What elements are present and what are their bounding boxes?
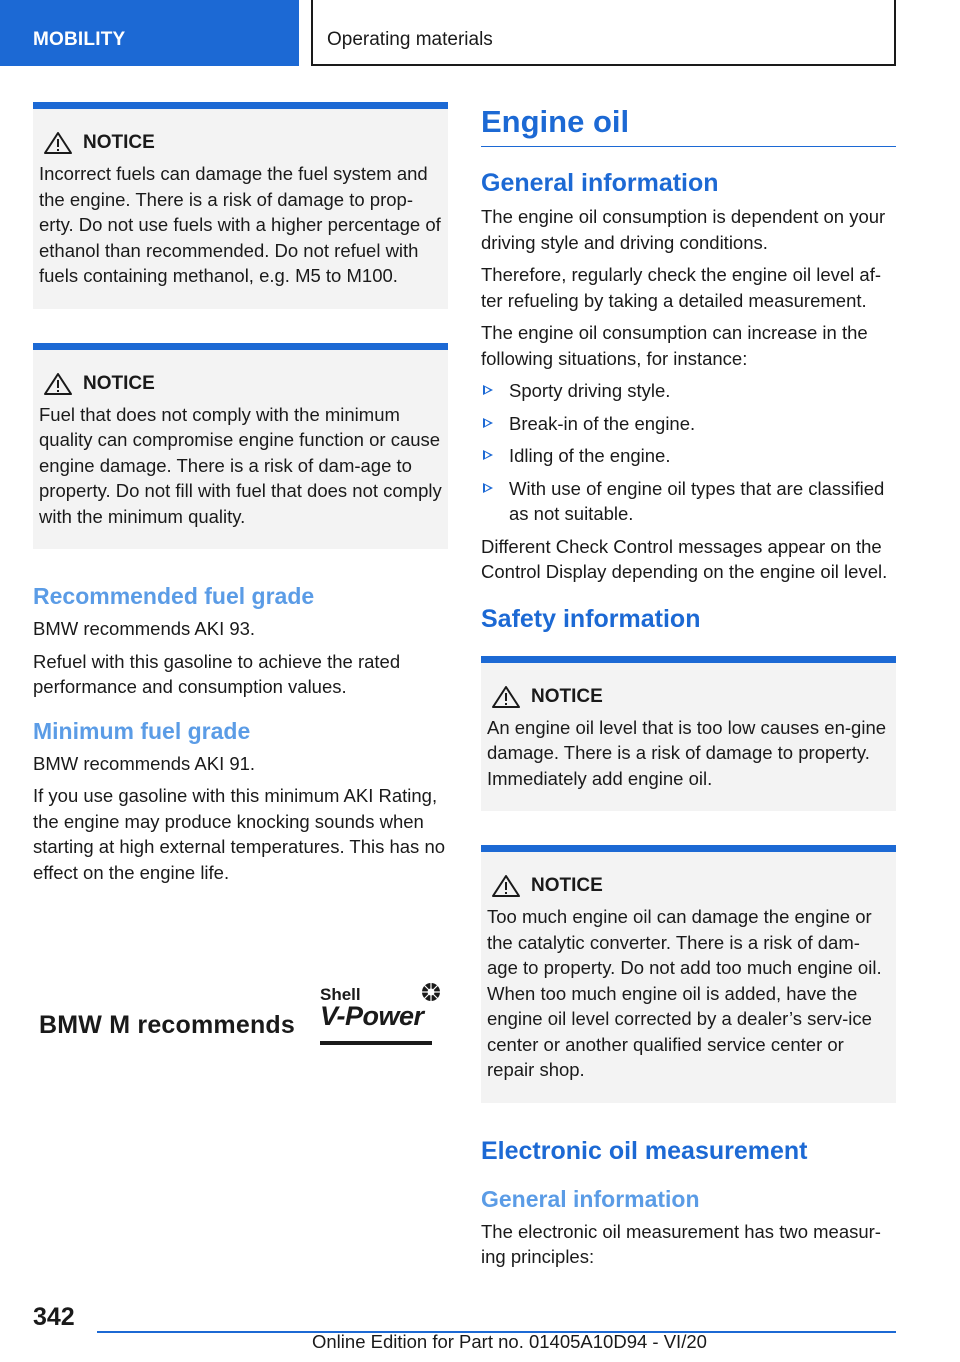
recommended-fuel-heading: Recommended fuel grade (33, 583, 315, 609)
page-header (0, 0, 960, 66)
notice-box (33, 102, 448, 309)
page-title: Engine oil (481, 104, 896, 147)
notice-title-text: NOTICE (531, 685, 603, 707)
electronic-general-heading: General information (481, 1185, 700, 1212)
edition-text: Online Edition for Part no. 01405A10D94 - VI/20 (312, 1331, 707, 1352)
triangle-bullet-icon (483, 483, 493, 493)
paragraph: BMW recommends AKI 93. (33, 618, 256, 639)
notice-title (487, 874, 890, 898)
notice-title-text: NOTICE (83, 372, 155, 394)
chapter-label: Operating materials (311, 0, 896, 66)
triangle-bullet-icon (483, 385, 493, 395)
warning-icon (43, 131, 73, 155)
warning-icon (43, 372, 73, 396)
list-item: Break-in of the engine. (481, 411, 896, 437)
notice-title (487, 685, 890, 709)
minimum-fuel-heading: Minimum fuel grade (33, 717, 251, 744)
paragraph: The engine oil consumption is dependent on your driving style and driving conditions. (481, 206, 886, 253)
left-column (33, 102, 448, 1105)
notice-title-text: NOTICE (83, 132, 155, 153)
warning-icon (491, 874, 521, 898)
notice-text: Fuel that does not comply with the minimum quality can compromise engine function or cause engine damage. There is a risk of dam-age to property. Do not fill with fuel that does not comply with the minimum quality. (39, 403, 442, 527)
paragraph: The electronic oil measurement has two measur-ing principles: (481, 1220, 881, 1267)
notice-box (481, 656, 896, 812)
triangle-bullet-icon (483, 450, 493, 460)
triangle-bullet-icon (483, 418, 493, 428)
electronic-oil-heading: Electronic oil measurement (481, 1136, 808, 1165)
page-number: 342 (33, 1303, 75, 1331)
paragraph: BMW recommends AKI 91. (33, 752, 256, 774)
notice-box (33, 343, 448, 550)
paragraph: Therefore, regularly check the engine oil level af-ter refueling by taking a detailed measurement. (481, 264, 882, 311)
logo-underline (320, 1041, 432, 1045)
notice-text: Incorrect fuels can damage the fuel system and the engine. There is a risk of damage to prop-erty. Do not use fuels with a higher percentage of ethanol than recommended. Do not refuel with fuels containing methanol, e.g. M5 to M100. (39, 163, 441, 286)
paragraph: Different Check Control messages appear on the Control Display depending on the engine oil level. (481, 535, 888, 582)
warning-icon (491, 685, 521, 709)
notice-text: An engine oil level that is too low causes en-gine damage. There is a risk of damage to property. Immediately add engine oil. (487, 716, 887, 789)
right-column (481, 102, 896, 1277)
bmw-m-recommends-logo (33, 985, 448, 1105)
general-info-heading: General information (481, 169, 719, 197)
paragraph: Refuel with this gasoline to achieve the rated performance and consumption values. (33, 650, 401, 697)
list-item: Sporty driving style. (481, 378, 896, 404)
section-label: MOBILITY (0, 0, 299, 66)
notice-box (481, 845, 896, 1103)
page-footer (0, 1296, 960, 1362)
paragraph: If you use gasoline with this minimum AKI Rating, the engine may produce knocking sounds when starting at high external temperatures. This has no effect on the engine life. (33, 785, 446, 883)
notice-title-text: NOTICE (531, 875, 603, 896)
vpower-wordmark: V-Power (320, 1001, 424, 1031)
logo-text: BMW M recommends (39, 1011, 296, 1039)
shell-vpower-logo (320, 985, 424, 1032)
list-item: Idling of the engine. (481, 443, 896, 469)
notice-title (39, 131, 442, 155)
notice-title (39, 372, 442, 396)
shell-wordmark: Shell (320, 985, 361, 1004)
list-item: With use of engine oil types that are classified as not suitable. (481, 476, 896, 527)
notice-text: Too much engine oil can damage the engine or the catalytic converter. There is a risk of dam-age to property. Do not add too much engine oil. When too much engine oil is added, have the engine oil level corrected by a dealer’s serv-ice center or another qualified service center or repair shop. (487, 906, 882, 1080)
paragraph: The engine oil consumption can increase in the following situations, for instance: (481, 322, 868, 369)
situations-list (481, 378, 896, 527)
shell-badge-icon (420, 981, 442, 1003)
safety-info-heading: Safety information (481, 604, 701, 633)
